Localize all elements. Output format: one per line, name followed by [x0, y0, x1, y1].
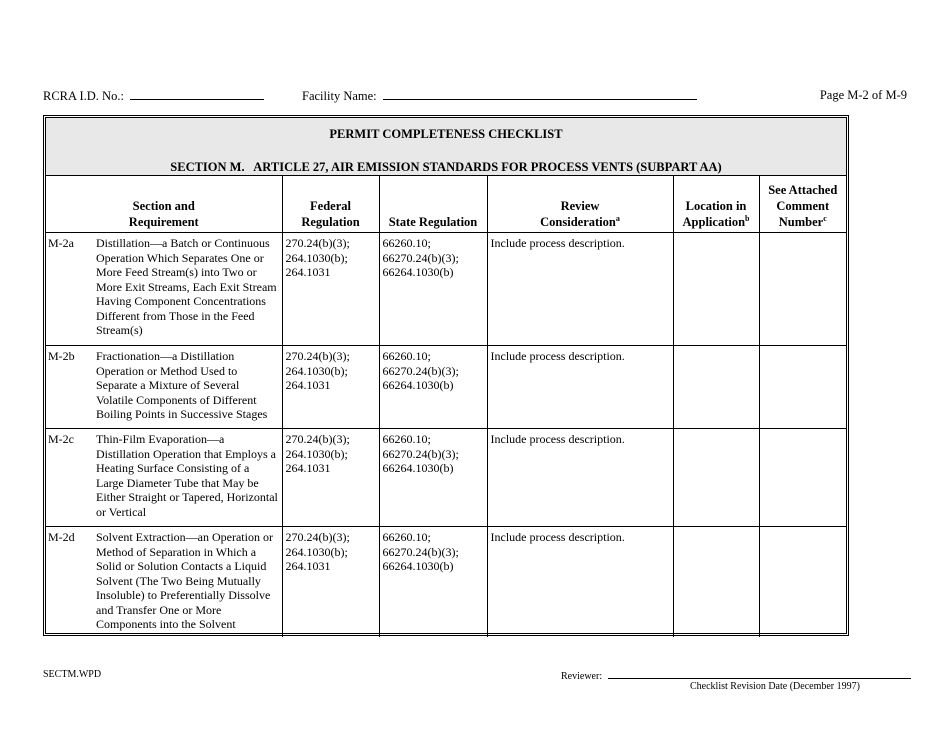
table-row [46, 527, 846, 637]
row-id: M-2a [48, 236, 74, 250]
state-regulation-cell: 66260.10; 66270.24(b)(3); 66264.1030(b) [379, 527, 487, 637]
rcra-id-field [43, 88, 264, 104]
revision-date: Checklist Revision Date (December 1997) [690, 681, 860, 692]
col-header-section: Section and Requirement [46, 175, 282, 233]
state-regulation-cell: 66260.10; 66270.24(b)(3); 66264.1030(b) [379, 346, 487, 429]
table-row [46, 346, 846, 429]
state-regulation-cell: 66260.10; 66270.24(b)(3); 66264.1030(b) [379, 429, 487, 527]
comment-number-cell[interactable] [759, 527, 846, 637]
location-in-application-cell[interactable] [673, 527, 759, 637]
table-row [46, 429, 846, 527]
location-in-application-cell[interactable] [673, 429, 759, 527]
review-consideration-cell: Include process description. [487, 429, 673, 527]
requirement-text: Thin-Film Evaporation—a Distillation Operation that Employs a Heating Surface Consisting of a Large Diameter Tube that May be Either Straight or Tapered, Horizontal or Vertical [96, 432, 278, 519]
reviewer-label: Reviewer: [561, 671, 603, 682]
section-requirement-cell [46, 527, 282, 637]
checklist-table [46, 175, 846, 637]
federal-regulation-cell: 270.24(b)(3); 264.1030(b); 264.1031 [282, 429, 379, 527]
requirement-text: Fractionation—a Distillation Operation or Method Used to Separate a Mixture of Several Volatile Components of Different Boiling Points in Successive Stages [96, 349, 268, 421]
facility-name-blank [383, 88, 697, 100]
rcra-id-blank [130, 88, 264, 100]
row-id: M-2c [48, 432, 74, 446]
comment-number-cell[interactable] [759, 346, 846, 429]
col-header-federal: Federal Regulation [282, 175, 379, 233]
col-header-review: Review Consideration$^a$ [487, 175, 673, 233]
requirement-text: Solvent Extraction—an Operation or Method of Separation in Which a Solid or Solution Contacts a Liquid Solvent (The Two Being Mutually Insoluble) to Preferentially Dissolve and Transfer One or More Components into the Solvent [96, 530, 273, 631]
facility-name-label: Facility Name: [302, 89, 377, 103]
section-requirement-cell [46, 233, 282, 346]
table-row [46, 233, 846, 346]
row-id: M-2d [48, 530, 75, 544]
row-id: M-2b [48, 349, 75, 363]
page-number: Page M-2 of M-9 [819, 88, 907, 102]
facility-name-field [302, 88, 697, 104]
col-header-state: State Regulation [379, 175, 487, 233]
rcra-id-label: RCRA I.D. No.: [43, 89, 124, 103]
col-header-location: Location in Application$^b$ [673, 175, 759, 233]
state-regulation-cell: 66260.10; 66270.24(b)(3); 66264.1030(b) [379, 233, 487, 346]
reviewer-blank [608, 669, 911, 679]
col-header-comment: See Attached Comment Number$^c$ [759, 175, 846, 233]
review-consideration-cell: Include process description. [487, 346, 673, 429]
comment-number-cell[interactable] [759, 429, 846, 527]
requirement-text: Distillation—a Batch or Continuous Operation Which Separates One or More Feed Stream(s) into Two or More Exit Streams, Each Exit Stream Having Component Concentrations Different from Those in the Feed Stream(s) [96, 236, 277, 337]
checklist-title: PERMIT COMPLETENESS CHECKLIST [329, 127, 563, 141]
location-in-application-cell[interactable] [673, 346, 759, 429]
section-requirement-cell [46, 429, 282, 527]
federal-regulation-cell: 270.24(b)(3); 264.1030(b); 264.1031 [282, 527, 379, 637]
review-consideration-cell: Include process description. [487, 233, 673, 346]
checklist-frame [43, 115, 849, 636]
location-in-application-cell[interactable] [673, 233, 759, 346]
comment-number-cell[interactable] [759, 233, 846, 346]
review-consideration-cell: Include process description. [487, 527, 673, 637]
federal-regulation-cell: 270.24(b)(3); 264.1030(b); 264.1031 [282, 233, 379, 346]
file-name: SECTM.WPD [43, 669, 102, 680]
section-requirement-cell [46, 346, 282, 429]
section-title: SECTION M. ARTICLE 27, AIR EMISSION STANDARDS FOR PROCESS VENTS (SUBPART AA) [170, 160, 722, 174]
table-header-row [46, 175, 846, 233]
checklist-title-block [46, 118, 846, 176]
federal-regulation-cell: 270.24(b)(3); 264.1030(b); 264.1031 [282, 346, 379, 429]
